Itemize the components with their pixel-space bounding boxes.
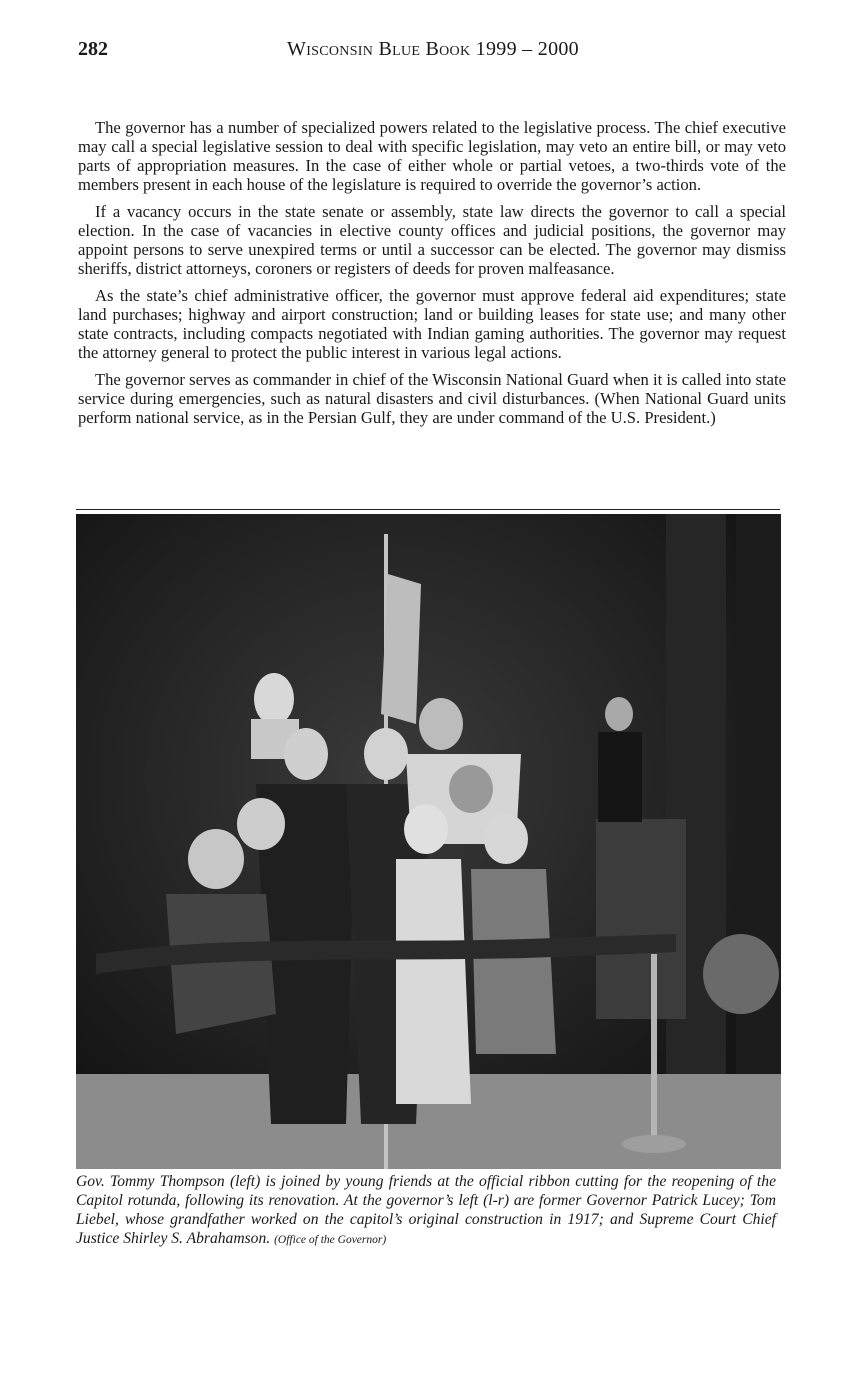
page-header <box>78 38 788 68</box>
caption-text: Gov. Tommy Thompson (left) is joined by young friends at the official ribbon cutting for the reopening of the Capitol rotunda, following its renovation. At the governor’s left (l-r) are former Governor Patrick Lucey; Tom Liebel, whose grandfather worked on the capitol’s original construction in 1917; and Supreme Court Chief Justice Shirley S. Abrahamson. <box>76 1173 776 1247</box>
body-text <box>78 118 786 435</box>
ribbon-cutting-photo <box>76 514 781 1169</box>
paragraph-vacancies: If a vacancy occurs in the state senate or assembly, state law directs the governor to call a special election. In the case of vacancies in elective county offices and judicial positions, the governor may appoint persons to serve unexpired terms or until a successor can be elected. The governor may dismiss sheriffs, district attorneys, coroners or registers of deeds for proven malfeasance. <box>78 202 786 278</box>
paragraph-legislative-powers: The governor has a number of specialized powers related to the legislative process. The chief executive may call a special legislative session to deal with specific legislation, may veto an entire bill, or may veto parts of appropriation measures. In the case of either whole or partial vetoes, a two-thirds vote of the members present in each house of the legislature is required to override the governor’s action. <box>78 118 786 194</box>
photo-credit: (Office of the Governor) <box>274 1234 387 1246</box>
page-number: 282 <box>78 38 108 60</box>
section-divider <box>76 509 780 510</box>
paragraph-administrative-officer: As the state’s chief administrative officer, the governor must approve federal aid expenditures; state land purchases; highway and airport construction; land or building leases for state use; and many other state contracts, including compacts negotiated with Indian gaming authorities. The governor may request the attorney general to protect the public interest in various legal actions. <box>78 286 786 362</box>
photo-caption <box>76 1172 776 1250</box>
running-title: Wisconsin Blue Book 1999 – 2000 <box>287 38 579 60</box>
paragraph-commander-in-chief: The governor serves as commander in chief of the Wisconsin National Guard when it is called into state service during emergencies, such as natural disasters and civil disturbances. (When National Guard units perform national service, as in the Persian Gulf, they are under command of the U.S. President.) <box>78 370 786 427</box>
